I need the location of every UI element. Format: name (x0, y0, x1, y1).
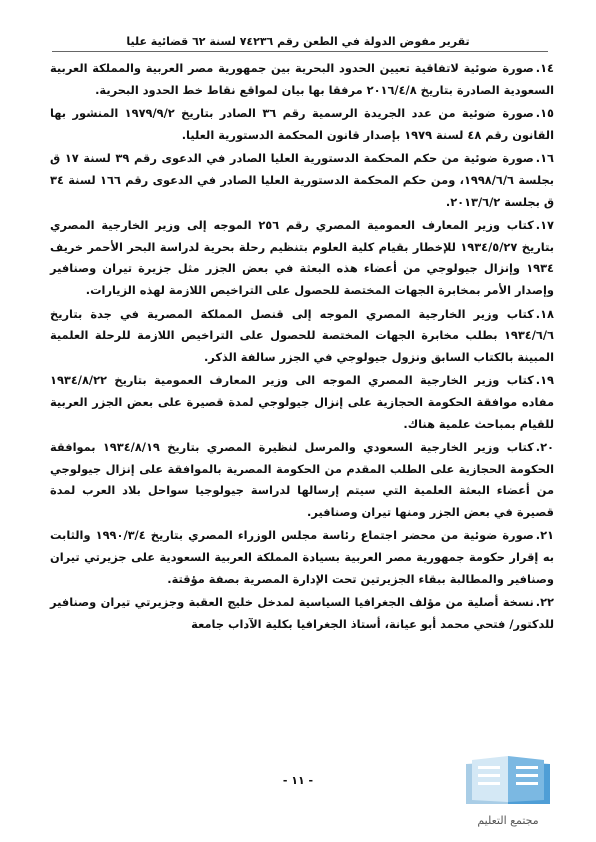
item-number: ١٦. (535, 151, 554, 166)
item-number: ١٥. (535, 106, 554, 121)
document-body (50, 58, 554, 637)
item-number: ١٩. (535, 373, 554, 388)
list-item (50, 103, 554, 146)
item-text: كتاب وزير الخارجية السعودي والمرسل لنظيرة المصري بتاريخ ١٩٣٤/٨/١٩ بموافقة الحكومة الحجازية على الطلب المقدم من الحكومة المصرية بالموافقة على إنزال جيولوجي من أعضاء البعثة العلمية التي سيتم إرسالها لدراسة جيولوجيا سواحل بلاد العرب لمدة قصيرة في بعض الجزر ومنها تيران وصنافير. (50, 440, 554, 519)
item-number: ١٨. (535, 306, 554, 321)
item-text: كتاب وزير المعارف العمومية المصري رقم ٢٥٦ الموجه إلى وزير الخارجية المصري بتاريخ ١٩٣٤/٥/٢٧ للإخطار بقيام كلية العلوم بتنظيم رحلة بحرية لدراسة البحر الأحمر خريف ١٩٣٤ وإنزال جيولوجي من أعضاء هذه البعثة في بعض الجزر مثل جزيرة تيران وصنافير وإصدار الأمر بمخابرة الجهات المختصة للحصول على التراخيص اللازمة لهذه الزيارات. (50, 218, 554, 297)
item-text: صورة ضوئية لاتفاقية تعيين الحدود البحرية بين جمهورية مصر العربية والمملكة العربية السعودية الصادرة بتاريخ ٢٠١٦/٤/٨ مرفقا بها بيان لمواقع نقاط خط الحدود البحرية. (50, 61, 554, 97)
list-item (50, 370, 554, 435)
item-text: كتاب وزير الخارجية المصري الموجه إلى قنصل المملكة المصرية في جدة بتاريخ ١٩٣٤/٦/٦ بطلب مخابرة الجهات المختصة للحصول على التراخيص اللازمة للرحلة العلمية المبينة بالكتاب السابق ونزول جيولوجي في الجزر سالفة الذكر. (50, 306, 554, 364)
item-text: صورة ضوئية من حكم المحكمة الدستورية العليا الصادر في الدعوى رقم ٣٩ لسنة ١٧ ق بجلسة ١٩٩٨/٦/٦، ومن حكم المحكمة الدستورية العليا الصادر في الدعوى رقم ١٦٦ لسنة ٣٤ ق بجلسة ٢٠١٣/٦/٢. (50, 151, 554, 209)
item-text: صورة ضوئية من عدد الجريدة الرسمية رقم ٣٦ الصادر بتاريخ ١٩٧٩/٩/٢ المنشور بها القانون رقم ٤٨ لسنة ١٩٧٩ بإصدار قانون المحكمة الدستورية العليا. (50, 106, 554, 142)
item-text: كتاب وزير الخارجية المصري الموجه الى وزير المعارف العمومية بتاريخ ١٩٣٤/٨/٢٢ مفاده موافقة الحكومة الحجازية على إنزال جيولوجي لمدة قصيرة على بعض الجزر العربية للقيام بمباحث علمية هناك. (50, 373, 554, 431)
list-item (50, 592, 554, 635)
item-number: ٢١. (535, 528, 554, 543)
item-number: ١٧. (535, 218, 554, 233)
list-item (50, 525, 554, 590)
list-item (50, 148, 554, 213)
item-text: صورة ضوئية من محضر اجتماع رئاسة مجلس الوزراء المصري بتاريخ ١٩٩٠/٣/٤ والثابت به إقرار حكومة جمهورية مصر العربية بسيادة المملكة العربية السعودية على جزيرتي تيران وصنافير والمطالبة ببقاء الجزيرتين تحت الإدارة المصرية بصفة مؤقتة. (50, 528, 554, 586)
logo-text: مجتمع التعليم (477, 814, 539, 827)
book-icon (448, 752, 568, 814)
list-item (50, 304, 554, 369)
item-text: نسخة أصلية من مؤلف الجغرافيا السياسية لمدخل خليج العقبة وجزيرتي تيران وصنافير للدكتور/ فتحي محمد أبو عيانة، أستاذ الجغرافيا بكلية الآداب جامعة (50, 595, 554, 631)
list-item (50, 215, 554, 301)
item-number: ٢٠. (535, 440, 554, 455)
page-number: - ١١ - (282, 774, 314, 787)
watermark-logo (448, 752, 568, 834)
list-item (50, 58, 554, 101)
page-header: تقرير مفوض الدولة في الطعن رقم ٧٤٢٣٦ لسنة ٦٢ قضائية عليا (126, 35, 470, 48)
list-item (50, 437, 554, 523)
item-number: ١٤. (535, 61, 554, 75)
item-number: ٢٢. (535, 595, 554, 610)
header-rule (52, 51, 548, 52)
